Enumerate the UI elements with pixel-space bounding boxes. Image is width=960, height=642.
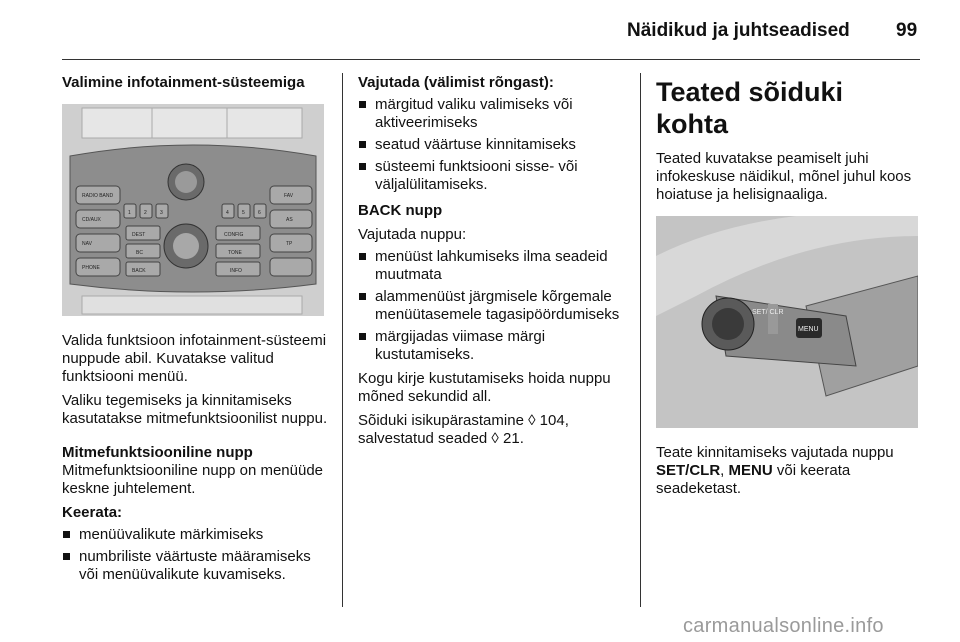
paragraph: Valida funktsioon infotainment-süsteemi nuppude abil. Kuvatakse valitud funktsiooni menüü.: [62, 332, 327, 385]
list-item: alammenüüst järgmisele kõrgemale menüütasemele tagasipöördumiseks: [358, 288, 630, 324]
list-item: seatud väärtuse kinnitamiseks: [358, 136, 630, 154]
text-run: ,: [720, 462, 729, 479]
list-item: menüüvalikute märkimiseks: [62, 526, 334, 544]
panel-button-label: FAV: [284, 193, 294, 199]
text-run: või keerata seadeketast.: [656, 462, 851, 497]
section-title: Teated sõiduki kohta: [656, 77, 844, 139]
panel-button-label: 2: [144, 210, 147, 216]
panel-button-label: RADIO BAND: [82, 193, 114, 199]
subheading: BACK nupp: [358, 202, 443, 219]
list-item: märgitud valiku valimiseks või aktiveerimiseks: [358, 96, 630, 132]
panel-button-label: DEST: [132, 232, 146, 238]
paragraph: Kogu kirje kustutamiseks hoida nuppu mõned sekundid all.: [358, 370, 611, 405]
infotainment-panel-drawing: [62, 104, 324, 316]
panel-button-label: NAV: [82, 241, 92, 247]
column-divider-2: [640, 73, 641, 607]
column-2: [358, 74, 630, 448]
column-divider-1: [342, 73, 343, 607]
panel-button-label: INFO: [230, 268, 242, 274]
panel-button-label: 4: [226, 210, 229, 216]
paragraph: Sõiduki isikupärastamine ◊ 104, salvestatud seaded ◊ 21.: [358, 412, 569, 447]
panel-button-label: BC: [136, 250, 143, 256]
paragraph: Mitmefunktsiooniline nupp on menüüde keskne juhtelement.: [62, 462, 323, 497]
page-header: [0, 0, 960, 60]
list-item: menüüst lahkumiseks ilma seadeid muutmata: [358, 248, 630, 284]
text-run: Teate kinnitamiseks vajutada nuppu: [656, 444, 894, 461]
subheading: Keerata:: [62, 504, 123, 521]
paragraph: Vajutada nuppu:: [358, 226, 467, 243]
section-heading: Valimine infotainment-süsteemiga: [62, 74, 305, 91]
column-3: [656, 74, 922, 498]
panel-button-label: 1: [128, 210, 131, 216]
infotainment-panel-illustration: [62, 104, 324, 316]
subheading: Mitmefunktsiooniline nupp: [62, 444, 253, 461]
bullet-list: [62, 526, 334, 584]
button-name-menu: MENU: [728, 462, 773, 479]
panel-button-label: TP: [286, 241, 293, 247]
panel-button-label: 5: [242, 210, 245, 216]
header-rule: [62, 59, 920, 60]
panel-button-label: TONE: [228, 250, 242, 256]
page-header-title: Näidikud ja juhtseadised: [627, 20, 850, 41]
panel-button-label: CD/AUX: [82, 217, 101, 223]
button-name-setclr: SET/CLR: [656, 462, 721, 479]
column-1: [62, 74, 334, 584]
list-item: süsteemi funktsiooni sisse- või väljalülitamiseks.: [358, 158, 630, 194]
stalk-label: SET/ CLR: [752, 309, 784, 316]
subheading: Vajutada (välimist rõngast):: [358, 74, 554, 91]
paragraph: [656, 444, 922, 498]
panel-button-label: 3: [160, 210, 163, 216]
stalk-label: MENU: [798, 326, 819, 333]
bullet-list: [358, 248, 630, 364]
list-item: märgijadas viimase märgi kustutamiseks.: [358, 328, 630, 364]
panel-button-label: PHONE: [82, 265, 100, 271]
bullet-list: [358, 96, 630, 194]
stalk-drawing: [656, 216, 918, 428]
page-number: 99: [896, 20, 918, 41]
list-item: numbriliste väärtuste määramiseks või menüüvalikute kuvamiseks.: [62, 548, 334, 584]
watermark: carmanualsonline.info: [683, 615, 884, 637]
panel-button-label: BACK: [132, 268, 146, 274]
paragraph: Teated kuvatakse peamiselt juhi infokeskuse näidikul, mõnel juhul koos hoiatuse ja helisignaaliga.: [656, 150, 912, 203]
panel-button-label: 6: [258, 210, 261, 216]
panel-button-label: CONFIG: [224, 232, 244, 238]
panel-button-label: AS: [286, 217, 293, 223]
stalk-control-illustration: [656, 216, 918, 428]
paragraph: Valiku tegemiseks ja kinnitamiseks kasutatakse mitmefunktsioonilist nuppu.: [62, 392, 328, 427]
